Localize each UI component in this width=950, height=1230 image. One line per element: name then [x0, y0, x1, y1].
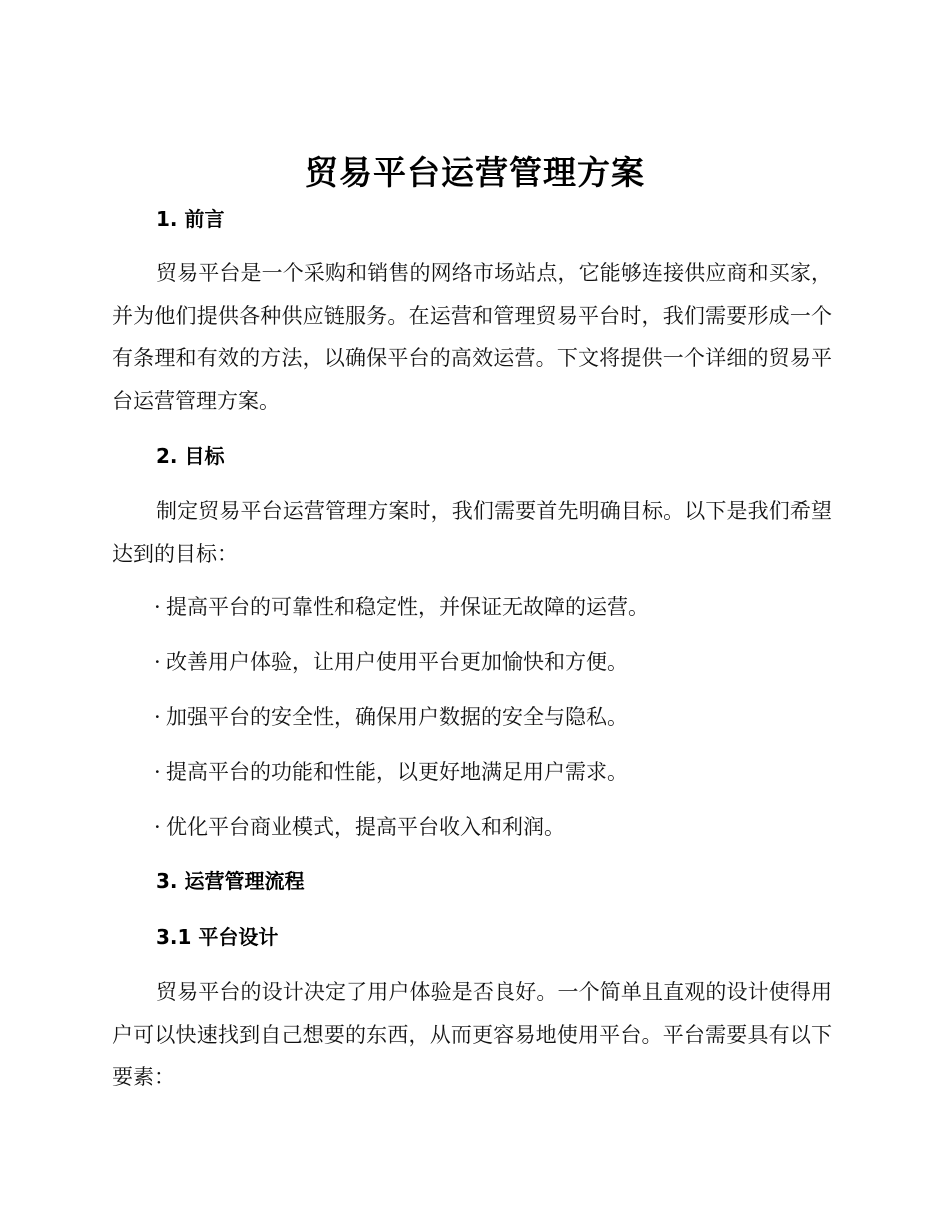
paragraph-preface: 贸易平台是一个采购和销售的网络市场站点，它能够连接供应商和买家，并为他们提供各种供应链服务。在运营和管理贸易平台时，我们需要形成一个有条理和有效的方法，以确保平台的高效运营。下文将提供一个详细的贸易平台运营管理方案。 [112, 261, 832, 413]
goal-list-item [154, 702, 628, 732]
goal-text: 提高平台的可靠性和稳定性，并保证无故障的运营。 [166, 595, 649, 619]
goal-text: 优化平台商业模式，提高平台收入和利润。 [166, 815, 565, 839]
goal-list-item [154, 757, 628, 787]
subsection-heading-platform-design: 3.1 平台设计 [156, 925, 279, 949]
paragraph-goals: 制定贸易平台运营管理方案时，我们需要首先明确目标。以下是我们希望达到的目标： [112, 499, 832, 566]
goal-text: 改善用户体验，让用户使用平台更加愉快和方便。 [166, 650, 628, 674]
bullet-marker: · [154, 815, 161, 839]
goal-text: 加强平台的安全性，确保用户数据的安全与隐私。 [166, 705, 628, 729]
goal-text: 提高平台的功能和性能，以更好地满足用户需求。 [166, 760, 628, 784]
document-title: 贸易平台运营管理方案 [305, 153, 645, 192]
section-heading-process: 3. 运营管理流程 [156, 869, 305, 893]
bullet-marker: · [154, 595, 161, 619]
bullet-marker: · [154, 705, 161, 729]
section-heading-goals: 2. 目标 [156, 444, 225, 468]
paragraph-platform-design: 贸易平台的设计决定了用户体验是否良好。一个简单且直观的设计使得用户可以快速找到自己想要的东西，从而更容易地使用平台。平台需要具有以下要素： [112, 980, 832, 1089]
goal-list-item [154, 812, 565, 842]
section-heading-preface: 1. 前言 [156, 207, 225, 231]
goal-list-item [154, 647, 628, 677]
bullet-marker: · [154, 760, 161, 784]
goal-list-item [154, 592, 649, 622]
bullet-marker: · [154, 650, 161, 674]
